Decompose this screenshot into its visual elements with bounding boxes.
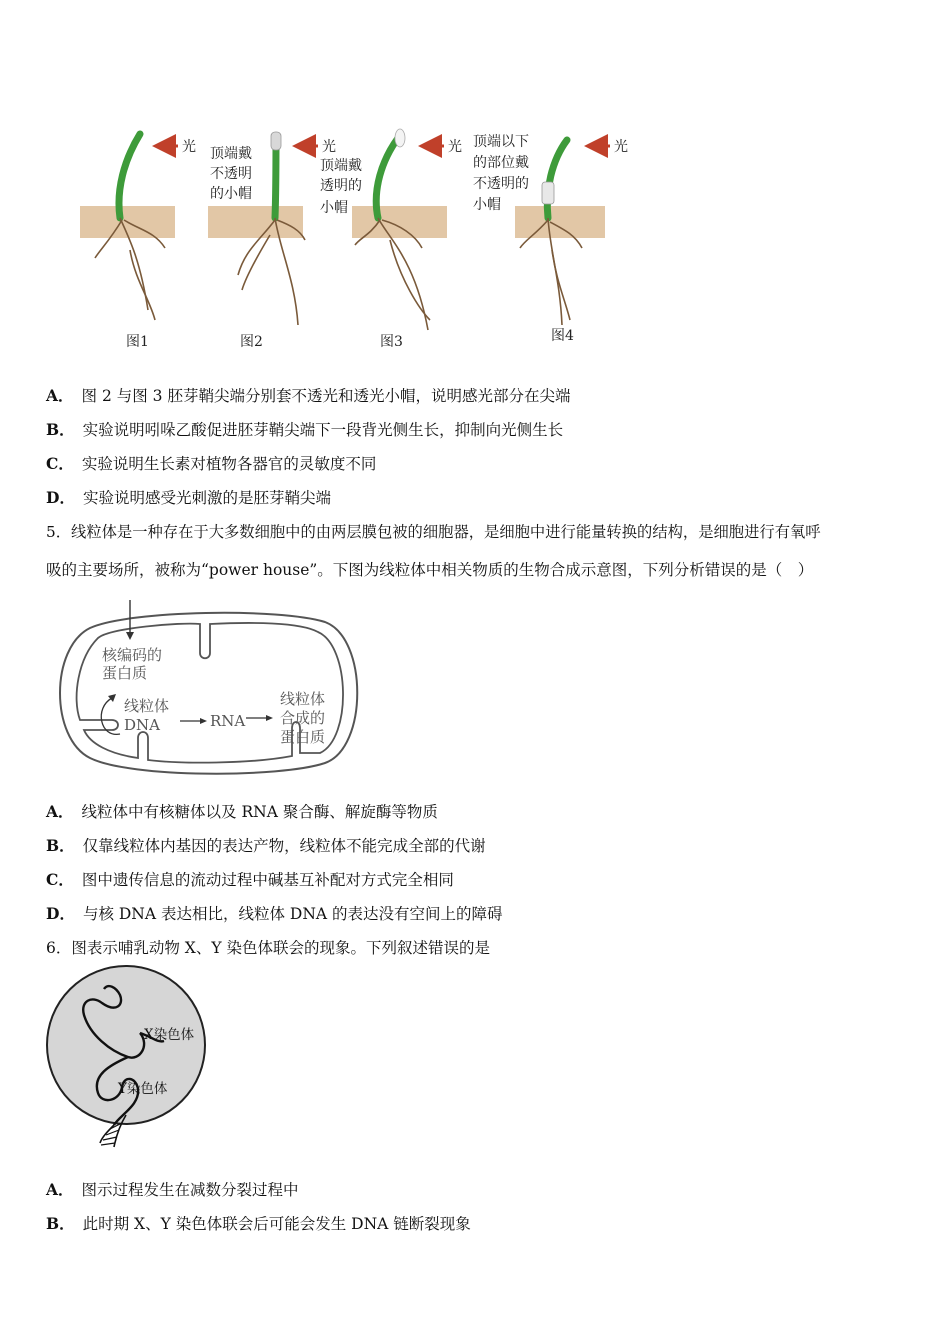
q5-option-c bbox=[46, 870, 454, 890]
opaque-cap-below-tip bbox=[542, 182, 554, 204]
q5-stem-line2: 吸的主要场所，被称为“power house”。下图为线粒体中相关物质的生物合成示意图，下列分析错误的是（ ） bbox=[46, 561, 814, 579]
q5-option-a bbox=[46, 802, 438, 822]
transparent-cap-tip bbox=[395, 129, 405, 147]
rna-label: RNA bbox=[210, 712, 246, 730]
q5-option-d bbox=[46, 904, 503, 924]
dna-helix-rungs bbox=[101, 1123, 122, 1145]
light-label-4: 光 bbox=[614, 139, 628, 155]
cell-circle bbox=[47, 966, 205, 1124]
option-letter: B． bbox=[46, 420, 75, 439]
cap-below-line2: 的部位戴 bbox=[473, 155, 529, 171]
seedling-figure bbox=[70, 120, 640, 360]
cap-below-line4: 小帽 bbox=[473, 197, 501, 213]
caption-fig2: 图2 bbox=[240, 334, 263, 350]
option-letter: B． bbox=[46, 836, 75, 855]
cap-transparent-line2: 透明的 bbox=[320, 178, 362, 194]
mito-protein-line2: 合成的 bbox=[280, 709, 326, 727]
cap-opaque-line2: 不透明 bbox=[210, 166, 252, 182]
option-letter: B． bbox=[46, 1214, 75, 1233]
option-letter: D． bbox=[46, 904, 75, 923]
option-text: 与核 DNA 表达相比，线粒体 DNA 的表达没有空间上的障碍 bbox=[82, 905, 503, 923]
q4-option-c bbox=[46, 454, 376, 474]
light-label-3: 光 bbox=[448, 139, 462, 155]
q4-option-d bbox=[46, 488, 331, 508]
option-text: 实验说明吲哚乙酸促进胚芽鞘尖端下一段背光侧生长，抑制向光侧生长 bbox=[82, 421, 564, 439]
y-chromosome-label: Y染色体 bbox=[118, 1081, 168, 1097]
cap-below-line3: 不透明的 bbox=[473, 176, 529, 192]
soil-3 bbox=[352, 206, 447, 238]
q6-option-a bbox=[46, 1180, 299, 1200]
light-label-2: 光 bbox=[322, 139, 336, 155]
cap-transparent-line3: 小帽 bbox=[320, 200, 348, 216]
option-letter: A． bbox=[46, 386, 74, 405]
option-letter: A． bbox=[46, 802, 74, 821]
caption-fig3: 图3 bbox=[380, 334, 403, 350]
mito-protein-line1: 线粒体 bbox=[280, 690, 326, 708]
nuclear-protein-line2: 蛋白质 bbox=[102, 664, 148, 682]
option-text: 仅靠线粒体内基因的表达产物，线粒体不能完成全部的代谢 bbox=[82, 837, 486, 855]
caption-fig1: 图1 bbox=[126, 334, 149, 350]
cap-opaque-line1: 顶端戴 bbox=[210, 146, 252, 162]
opaque-cap-tip bbox=[271, 132, 281, 150]
soil-4 bbox=[515, 206, 605, 238]
option-text: 线粒体中有核糖体以及 RNA 聚合酶、解旋酶等物质 bbox=[81, 803, 438, 821]
option-letter: A． bbox=[46, 1180, 74, 1199]
q4-option-a bbox=[46, 386, 570, 406]
light-label-1: 光 bbox=[182, 139, 196, 155]
xy-synapsis-figure bbox=[40, 965, 215, 1150]
option-text: 此时期 X、Y 染色体联会后可能会发生 DNA 链断裂现象 bbox=[82, 1215, 471, 1233]
option-letter: D． bbox=[46, 488, 75, 507]
mito-dna-line2: DNA bbox=[124, 716, 160, 734]
cap-below-line1: 顶端以下 bbox=[473, 134, 529, 150]
q6-option-b bbox=[46, 1214, 471, 1234]
option-letter: C． bbox=[46, 454, 74, 473]
q6-stem: 6．图表示哺乳动物 X、Y 染色体联会的现象。下列叙述错误的是 bbox=[46, 939, 490, 957]
cap-opaque-line3: 的小帽 bbox=[210, 186, 252, 202]
nuclear-protein-line1: 核编码的 bbox=[102, 646, 163, 664]
coleoptile-1 bbox=[119, 134, 140, 218]
option-text: 图 2 与图 3 胚芽鞘尖端分别套不透光和透光小帽，说明感光部分在尖端 bbox=[81, 387, 571, 405]
mitochondrion-figure bbox=[50, 598, 370, 782]
cap-transparent-line1: 顶端戴 bbox=[320, 158, 362, 174]
mito-dna-line1: 线粒体 bbox=[124, 697, 170, 715]
mito-protein-line3: 蛋白质 bbox=[280, 728, 326, 746]
caption-fig4: 图4 bbox=[551, 328, 574, 344]
q5-stem-line1: 5．线粒体是一种存在于大多数细胞中的由两层膜包被的细胞器，是细胞中进行能量转换的结构，是细胞进行有氧呼 bbox=[46, 523, 821, 541]
q4-option-b bbox=[46, 420, 563, 440]
x-chromosome-label: X染色体 bbox=[144, 1027, 195, 1043]
option-text: 实验说明生长素对植物各器官的灵敏度不同 bbox=[81, 455, 377, 473]
option-letter: C． bbox=[46, 870, 74, 889]
option-text: 图示过程发生在减数分裂过程中 bbox=[81, 1181, 299, 1199]
soil-2 bbox=[208, 206, 303, 238]
option-text: 实验说明感受光刺激的是胚芽鞘尖端 bbox=[82, 489, 331, 507]
q5-option-b bbox=[46, 836, 486, 856]
option-text: 图中遗传信息的流动过程中碱基互补配对方式完全相同 bbox=[81, 871, 454, 889]
